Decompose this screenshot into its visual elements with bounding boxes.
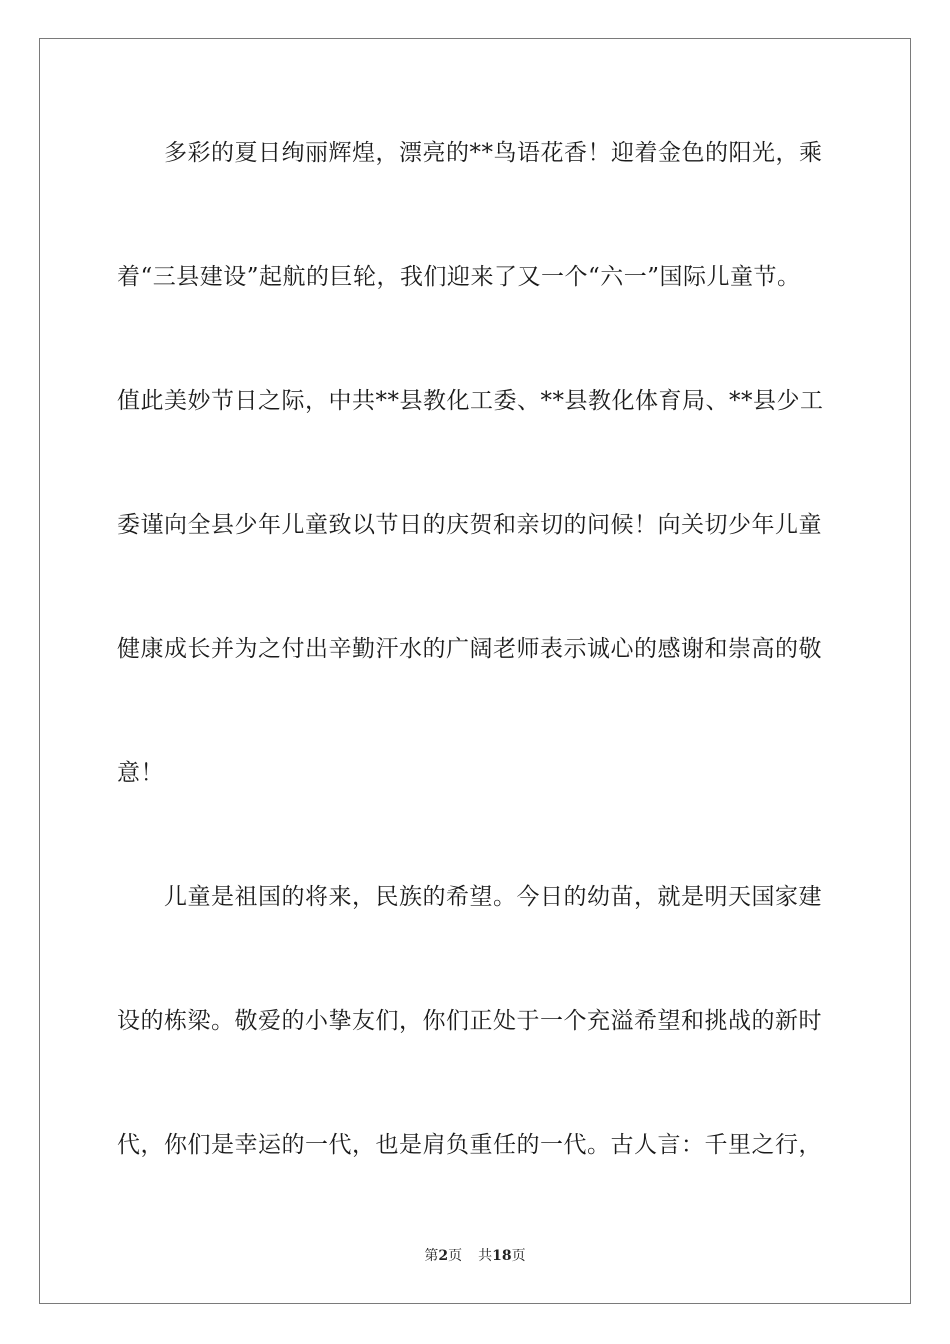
- body-line-5: 健康成长并为之付出辛勤汗水的广阔老师表示诚心的感谢和崇高的敬: [117, 636, 822, 662]
- body-line-2: 着“三县建设”起航的巨轮，我们迎来了又一个“六一”国际儿童节。: [117, 264, 801, 290]
- page-number: 2: [438, 1248, 449, 1264]
- body-line-9: 代，你们是幸运的一代，也是肩负重任的一代。古人言：千里之行，: [117, 1132, 822, 1158]
- body-line-8: 设的栋梁。敬爱的小挚友们，你们正处于一个充溢希望和挑战的新时: [117, 1008, 822, 1034]
- body-line-4: 委谨向全县少年儿童致以节日的庆贺和亲切的问候！向关切少年儿童: [117, 512, 822, 538]
- body-line-6: 意！: [117, 760, 164, 786]
- page-suffix: 页: [448, 1248, 463, 1264]
- total-pages: 18: [492, 1248, 512, 1264]
- body-line-7: 儿童是祖国的将来，民族的希望。今日的幼苗，就是明天国家建: [117, 884, 822, 910]
- page-frame: [39, 38, 911, 1304]
- total-prefix: 共: [478, 1248, 493, 1264]
- page-footer: [0, 1247, 950, 1265]
- body-line-1: 多彩的夏日绚丽辉煌，漂亮的**鸟语花香！迎着金色的阳光，乘: [117, 140, 823, 166]
- body-line-3: 值此美妙节日之际，中共**县教化工委、**县教化体育局、**县少工: [117, 388, 824, 414]
- total-suffix: 页: [511, 1248, 526, 1264]
- page-prefix: 第: [424, 1248, 439, 1264]
